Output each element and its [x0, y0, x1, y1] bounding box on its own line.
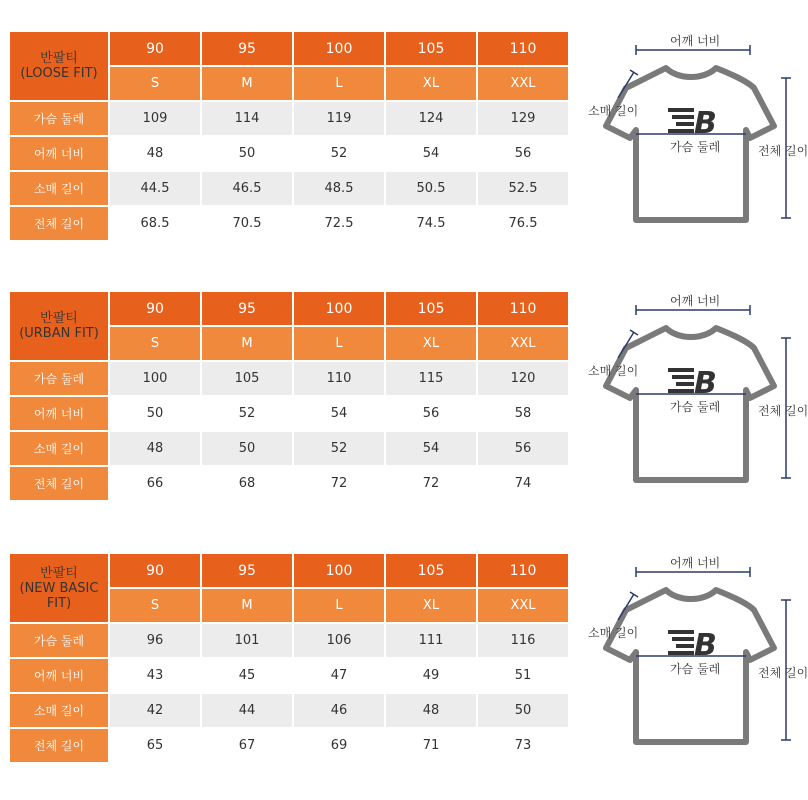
cell-value: 96: [110, 624, 200, 657]
cell-value: 74: [478, 467, 568, 500]
sleeve-length-label: 소매 길이: [588, 626, 639, 640]
size-letter: S: [110, 589, 200, 622]
size-letter: S: [110, 67, 200, 100]
cell-value: 48: [386, 694, 476, 727]
size-table: [8, 30, 570, 242]
table-row: [10, 467, 568, 500]
sleeve-length-label: 소매 길이: [588, 364, 639, 378]
row-label: 전체 길이: [10, 467, 108, 500]
cell-value: 65: [110, 729, 200, 762]
tshirt-diagram: [586, 30, 808, 230]
svg-text:B: B: [694, 106, 717, 141]
shoulder-width-label: 어깨 너비: [670, 294, 721, 308]
total-length-label: 전체 길이: [758, 666, 808, 680]
tshirt-icon: [586, 290, 800, 490]
cell-value: 116: [478, 624, 568, 657]
cell-value: 111: [386, 624, 476, 657]
cell-value: 51: [478, 659, 568, 692]
table-row: [10, 624, 568, 657]
tshirt-icon: [586, 30, 800, 230]
size-letter: L: [294, 327, 384, 360]
size-letter: XL: [386, 67, 476, 100]
total-length-label: 전체 길이: [758, 144, 808, 158]
size-number: 110: [478, 554, 568, 587]
cell-value: 45: [202, 659, 292, 692]
size-number: 90: [110, 554, 200, 587]
cell-value: 52: [294, 137, 384, 170]
cell-value: 54: [294, 397, 384, 430]
size-letter: M: [202, 67, 292, 100]
row-label: 소매 길이: [10, 432, 108, 465]
cell-value: 48: [110, 432, 200, 465]
tshirt-diagram: [586, 290, 808, 490]
cell-value: 70.5: [202, 207, 292, 240]
cell-value: 42: [110, 694, 200, 727]
cell-value: 119: [294, 102, 384, 135]
cell-value: 106: [294, 624, 384, 657]
size-number: 90: [110, 292, 200, 325]
tshirt-icon: [586, 552, 800, 752]
row-label: 가슴 둘레: [10, 624, 108, 657]
cell-value: 73: [478, 729, 568, 762]
cell-value: 54: [386, 432, 476, 465]
tshirt-diagram: [586, 552, 808, 752]
cell-value: 100: [110, 362, 200, 395]
row-label: 전체 길이: [10, 207, 108, 240]
cell-value: 50: [110, 397, 200, 430]
row-label: 전체 길이: [10, 729, 108, 762]
chest-label: 가슴 둘레: [670, 662, 721, 676]
cell-value: 48.5: [294, 172, 384, 205]
size-number: 105: [386, 32, 476, 65]
cell-value: 101: [202, 624, 292, 657]
cell-value: 52: [294, 432, 384, 465]
table-row: [10, 432, 568, 465]
cell-value: 114: [202, 102, 292, 135]
cell-value: 72.5: [294, 207, 384, 240]
cell-value: 110: [294, 362, 384, 395]
table-row: [10, 102, 568, 135]
cell-value: 120: [478, 362, 568, 395]
cell-value: 43: [110, 659, 200, 692]
size-number: 100: [294, 292, 384, 325]
row-label: 가슴 둘레: [10, 102, 108, 135]
size-chart-section-urban: [0, 290, 808, 500]
cell-value: 48: [110, 137, 200, 170]
size-letter: XL: [386, 589, 476, 622]
size-number: 95: [202, 292, 292, 325]
size-number: 105: [386, 554, 476, 587]
row-label: 소매 길이: [10, 694, 108, 727]
row-label: 어깨 너비: [10, 659, 108, 692]
cell-value: 49: [386, 659, 476, 692]
cell-value: 50: [202, 432, 292, 465]
cell-value: 74.5: [386, 207, 476, 240]
cell-value: 56: [478, 137, 568, 170]
size-number: 105: [386, 292, 476, 325]
size-letter: M: [202, 589, 292, 622]
size-chart-section-new-basic: [0, 552, 808, 762]
table-title: 반팔티 (URBAN FIT): [10, 292, 108, 360]
table-row: [10, 137, 568, 170]
size-letter: XXL: [478, 67, 568, 100]
table-row: [10, 729, 568, 762]
shoulder-width-label: 어깨 너비: [670, 556, 721, 570]
cell-value: 44: [202, 694, 292, 727]
cell-value: 72: [386, 467, 476, 500]
table-row: [10, 207, 568, 240]
cell-value: 50: [202, 137, 292, 170]
total-length-label: 전체 길이: [758, 404, 808, 418]
row-label: 소매 길이: [10, 172, 108, 205]
size-chart-section-loose: [0, 30, 808, 240]
table-row: [10, 659, 568, 692]
table-row: [10, 397, 568, 430]
cell-value: 76.5: [478, 207, 568, 240]
cell-value: 47: [294, 659, 384, 692]
row-label: 어깨 너비: [10, 137, 108, 170]
table-row: [10, 172, 568, 205]
size-letter: S: [110, 327, 200, 360]
size-table: [8, 552, 570, 764]
cell-value: 44.5: [110, 172, 200, 205]
size-letter: L: [294, 67, 384, 100]
cell-value: 69: [294, 729, 384, 762]
size-table: [8, 290, 570, 502]
cell-value: 72: [294, 467, 384, 500]
cell-value: 124: [386, 102, 476, 135]
cell-value: 71: [386, 729, 476, 762]
cell-value: 52: [202, 397, 292, 430]
size-letter: XL: [386, 327, 476, 360]
size-number: 110: [478, 292, 568, 325]
size-letter: M: [202, 327, 292, 360]
cell-value: 50: [478, 694, 568, 727]
sleeve-length-label: 소매 길이: [588, 104, 639, 118]
cell-value: 56: [478, 432, 568, 465]
table-row: [10, 694, 568, 727]
size-number: 100: [294, 32, 384, 65]
size-letter: XXL: [478, 589, 568, 622]
cell-value: 129: [478, 102, 568, 135]
size-letter: L: [294, 589, 384, 622]
cell-value: 68.5: [110, 207, 200, 240]
cell-value: 46: [294, 694, 384, 727]
cell-value: 68: [202, 467, 292, 500]
cell-value: 58: [478, 397, 568, 430]
svg-text:B: B: [694, 366, 717, 401]
cell-value: 50.5: [386, 172, 476, 205]
size-number: 95: [202, 554, 292, 587]
row-label: 어깨 너비: [10, 397, 108, 430]
chest-label: 가슴 둘레: [670, 140, 721, 154]
size-letter: XXL: [478, 327, 568, 360]
size-number: 110: [478, 32, 568, 65]
table-row: [10, 362, 568, 395]
cell-value: 54: [386, 137, 476, 170]
cell-value: 67: [202, 729, 292, 762]
cell-value: 115: [386, 362, 476, 395]
cell-value: 52.5: [478, 172, 568, 205]
table-title: 반팔티 (LOOSE FIT): [10, 32, 108, 100]
cell-value: 56: [386, 397, 476, 430]
table-title: 반팔티 (NEW BASIC FIT): [10, 554, 108, 622]
cell-value: 66: [110, 467, 200, 500]
shoulder-width-label: 어깨 너비: [670, 34, 721, 48]
chest-label: 가슴 둘레: [670, 400, 721, 414]
cell-value: 109: [110, 102, 200, 135]
cell-value: 105: [202, 362, 292, 395]
svg-text:B: B: [694, 628, 717, 663]
size-number: 90: [110, 32, 200, 65]
size-number: 100: [294, 554, 384, 587]
size-number: 95: [202, 32, 292, 65]
cell-value: 46.5: [202, 172, 292, 205]
row-label: 가슴 둘레: [10, 362, 108, 395]
